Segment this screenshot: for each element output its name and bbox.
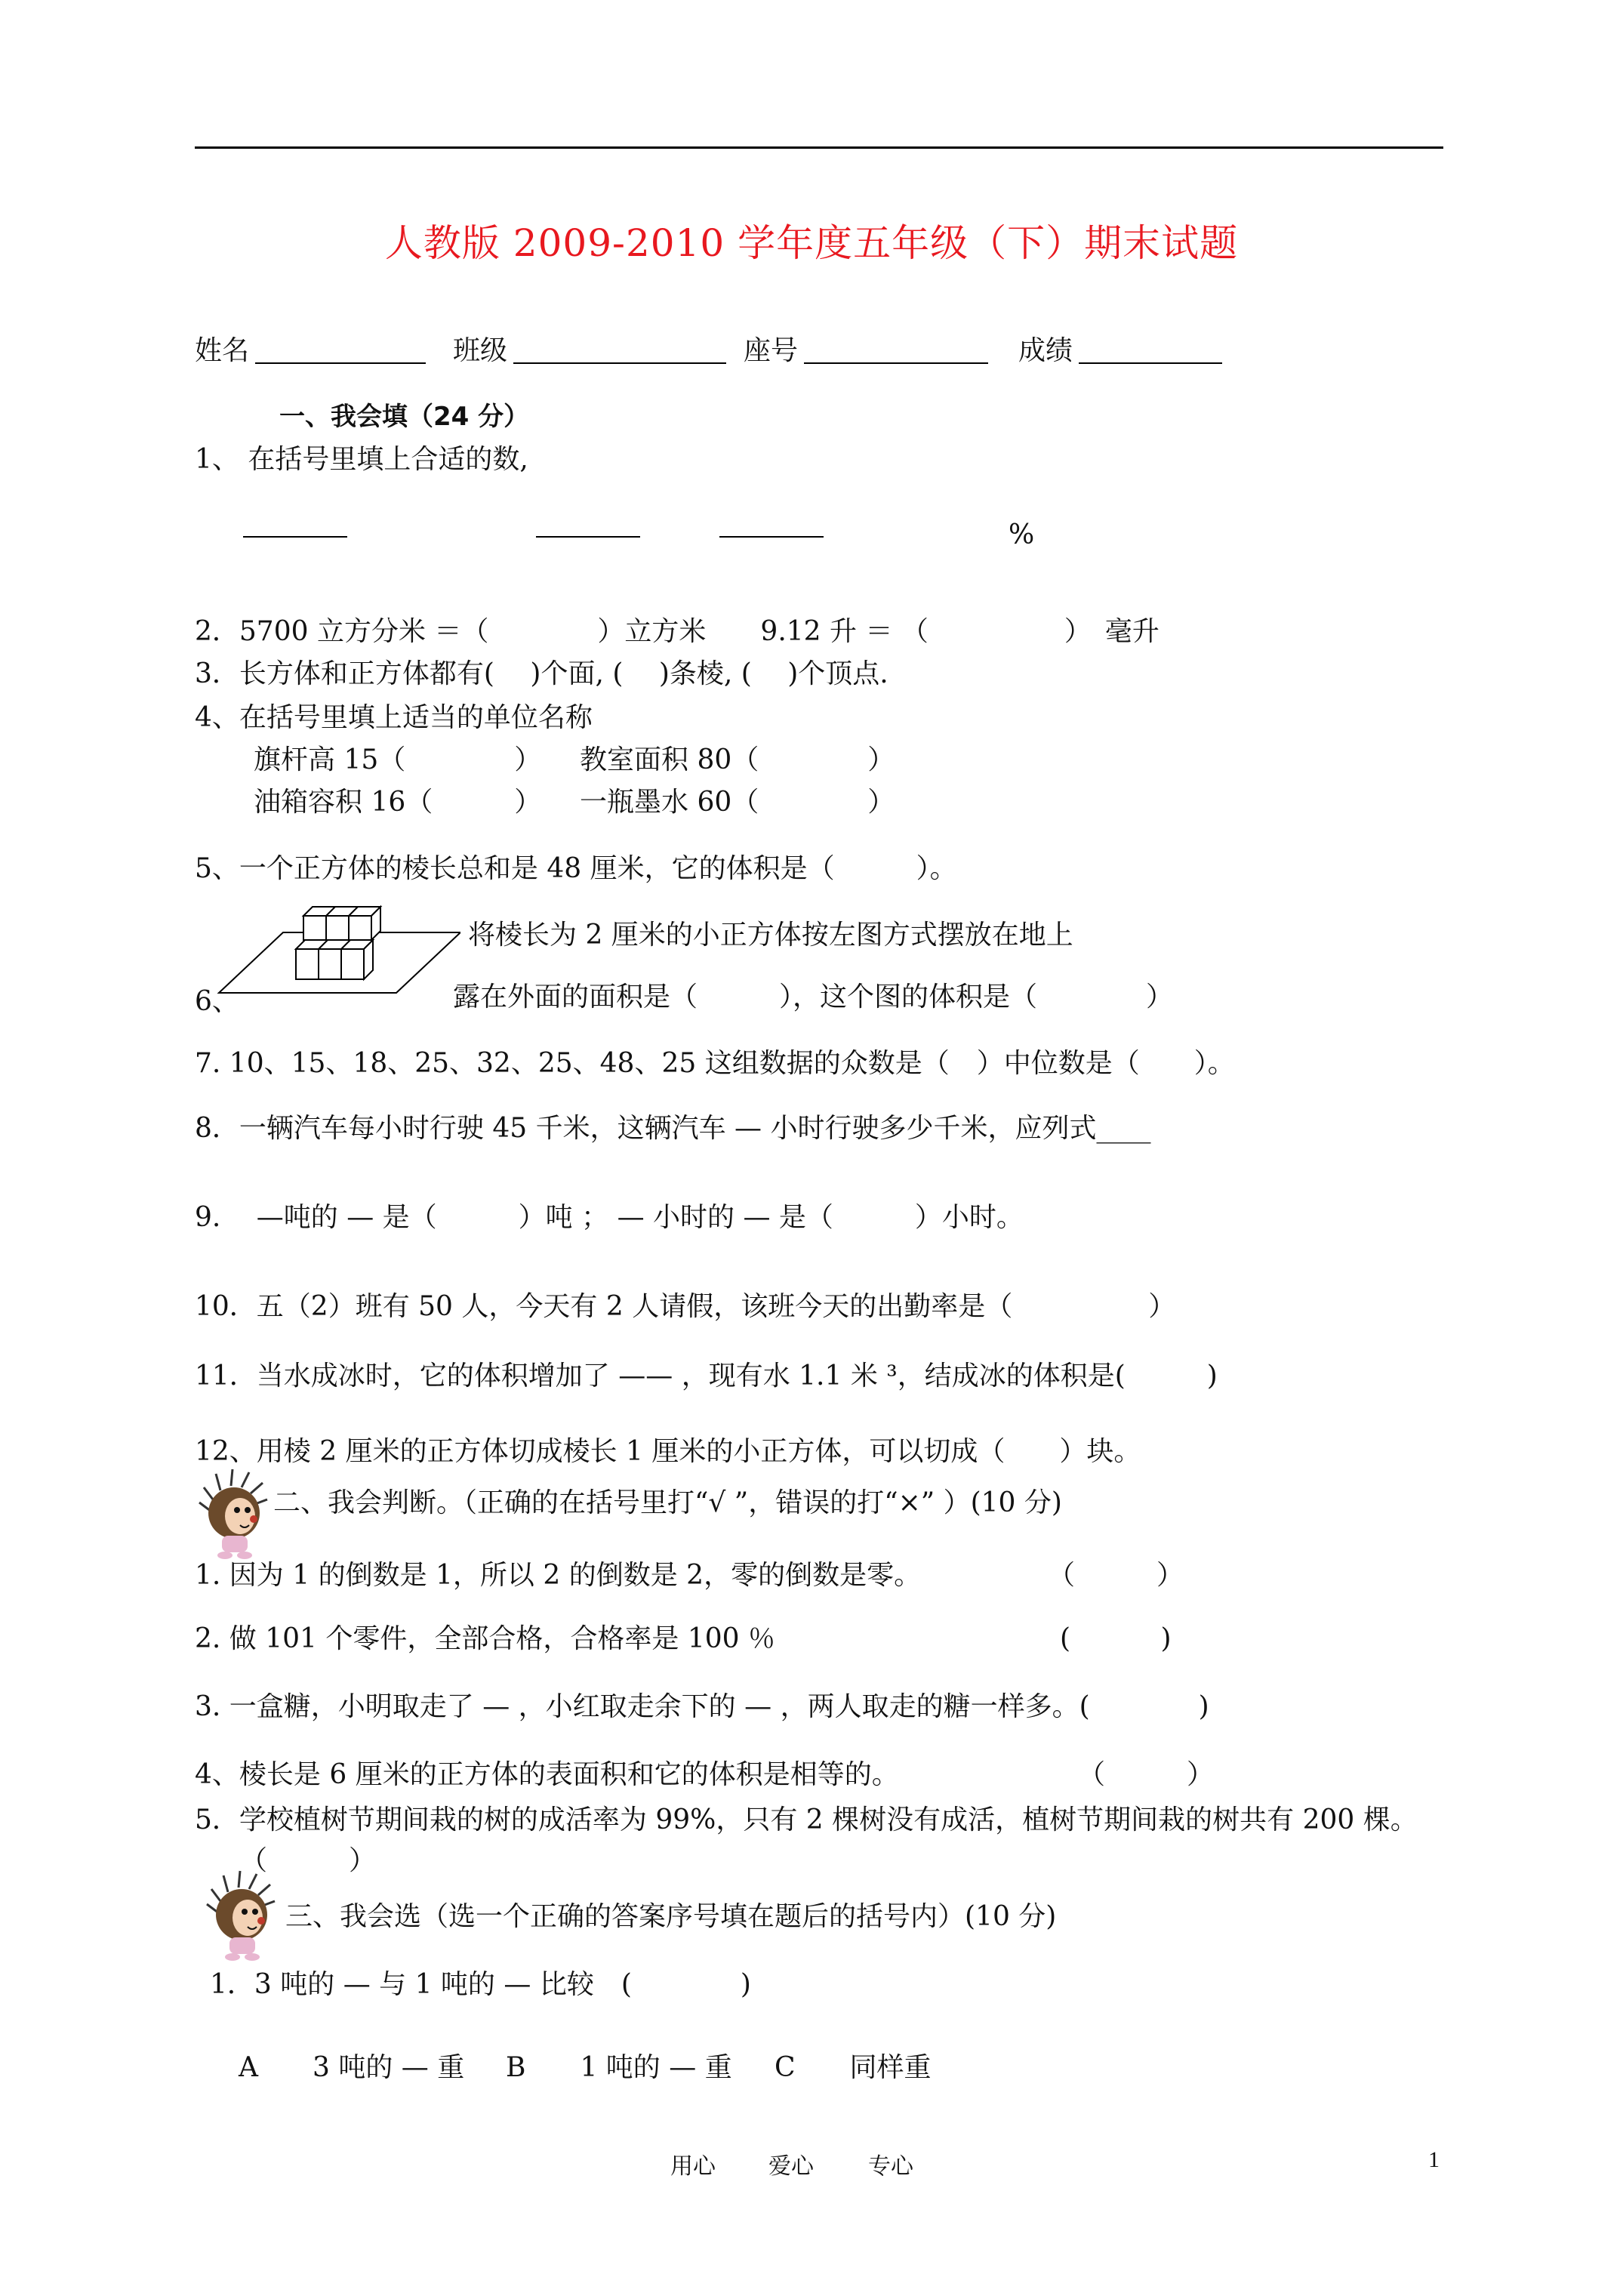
q2-2: 2. 做 101 个零件，全部合格，合格率是 100 ％	[195, 1623, 775, 1654]
page-title: 人教版 2009-2010 学年度五年级（下）期末试题	[384, 221, 1239, 265]
page-number: 1	[1428, 2147, 1440, 2172]
q1-4-c: 油箱容积 16（ ）	[254, 787, 542, 818]
header-rule	[195, 146, 1443, 149]
q1-4: 4、在括号里填上适当的单位名称	[195, 702, 593, 733]
name-label: 姓名	[195, 335, 250, 366]
q1-9: 9. —吨的 — 是（ ）吨 ； — 小时的 — 是（ ）小时。	[195, 1202, 1024, 1233]
q2-5: 5．学校植树节期间栽的树的成活率为 99%，只有 2 棵树没有成活，植树节期间栽的树共有 200 棵。	[195, 1804, 1418, 1835]
score-blank[interactable]	[1079, 362, 1222, 364]
q1-10: 10．五（2）班有 50 人，今天有 2 人请假，该班今天的出勤率是（ ）	[195, 1291, 1176, 1322]
q1-1-blank-2[interactable]	[536, 536, 640, 538]
q1-6-number: 6、	[195, 986, 239, 1017]
seat-label: 座号	[744, 335, 799, 366]
seat-blank[interactable]	[804, 362, 988, 364]
q2-5-paren[interactable]: （ ）	[240, 1845, 377, 1876]
q1-1-blank-1[interactable]	[243, 536, 347, 538]
q2-1-paren[interactable]: （ ）	[1048, 1560, 1184, 1591]
q1-2: 2．5700 立方分米 ＝（ ）立方米 9.12 升 ＝ （ ） 毫升	[195, 616, 1160, 647]
q1-4-b: 教室面积 80（ ）	[580, 744, 895, 775]
q1-1: 1、 在括号里填上合适的数,	[195, 444, 528, 475]
footer-motto-2: 爱心	[768, 2153, 814, 2180]
q2-2-paren[interactable]: ( )	[1060, 1623, 1172, 1654]
footer-motto-3: 专心	[868, 2153, 913, 2180]
section2-heading: 二、我会判断。（正确的在括号里打“√ ”，错误的打“×” ）(10 分)	[273, 1487, 1062, 1518]
q1-8: 8．一辆汽车每小时行驶 45 千米，这辆汽车 — 小时行驶多少千米，应列式____	[195, 1113, 1151, 1144]
hedgehog-icon	[196, 1466, 269, 1560]
q1-12: 12、用棱 2 厘米的正方体切成棱长 1 厘米的小正方体，可以切成（ ）块。	[195, 1436, 1141, 1467]
hedgehog-icon	[204, 1868, 276, 1962]
q2-1: 1. 因为 1 的倒数是 1，所以 2 的倒数是 2，零的倒数是零。	[195, 1560, 922, 1591]
name-blank[interactable]	[255, 362, 426, 364]
footer-motto-1: 用心	[670, 2153, 716, 2180]
section3-heading: 三、我会选（选一个正确的答案序号填在题后的括号内）(10 分)	[285, 1901, 1057, 1932]
q1-3: 3．长方体和正方体都有( )个面, ( )条棱, ( )个顶点.	[195, 658, 888, 689]
q3-1-option-b[interactable]: B 1 吨的 — 重	[506, 2052, 732, 2083]
q1-1-blank-3[interactable]	[719, 536, 824, 538]
cube-stack-figure	[211, 902, 460, 1000]
q1-4-a: 旗杆高 15（ ）	[254, 744, 542, 775]
q2-3: 3. 一盒糖，小明取走了 — ，小红取走余下的 — ，两人取走的糖一样多。( )	[195, 1691, 1209, 1722]
section1-heading: 一、我会填（24 分）	[279, 402, 530, 432]
class-label: 班级	[453, 335, 508, 366]
q1-5: 5、一个正方体的棱长总和是 48 厘米，它的体积是（ ）。	[195, 853, 957, 884]
q1-4-d: 一瓶墨水 60（ ）	[580, 787, 895, 818]
q1-7: 7. 10、15、18、25、32、25、48、25 这组数据的众数是（ ）中位数是（ ）。	[195, 1048, 1235, 1079]
q3-1-option-c[interactable]: C 同样重	[775, 2052, 932, 2083]
class-blank[interactable]	[513, 362, 726, 364]
q3-1-option-a[interactable]: A 3 吨的 — 重	[239, 2052, 465, 2083]
q2-4-paren[interactable]: （ ）	[1078, 1759, 1215, 1790]
q1-11: 11．当水成冰时，它的体积增加了 —— ，现有水 1.1 米 ³，结成冰的体积是( )	[195, 1361, 1218, 1391]
q1-1-percent: %	[1009, 519, 1035, 550]
q1-6-line2: 露在外面的面积是（ ），这个图的体积是（ ）	[453, 982, 1174, 1012]
score-label: 成绩	[1018, 335, 1073, 366]
q2-4: 4、棱长是 6 厘米的正方体的表面积和它的体积是相等的。	[195, 1759, 899, 1790]
q1-6-line1: 将棱长为 2 厘米的小正方体按左图方式摆放在地上	[468, 920, 1073, 951]
q3-1: 1．3 吨的 — 与 1 吨的 — 比较 ( )	[210, 1969, 751, 2000]
